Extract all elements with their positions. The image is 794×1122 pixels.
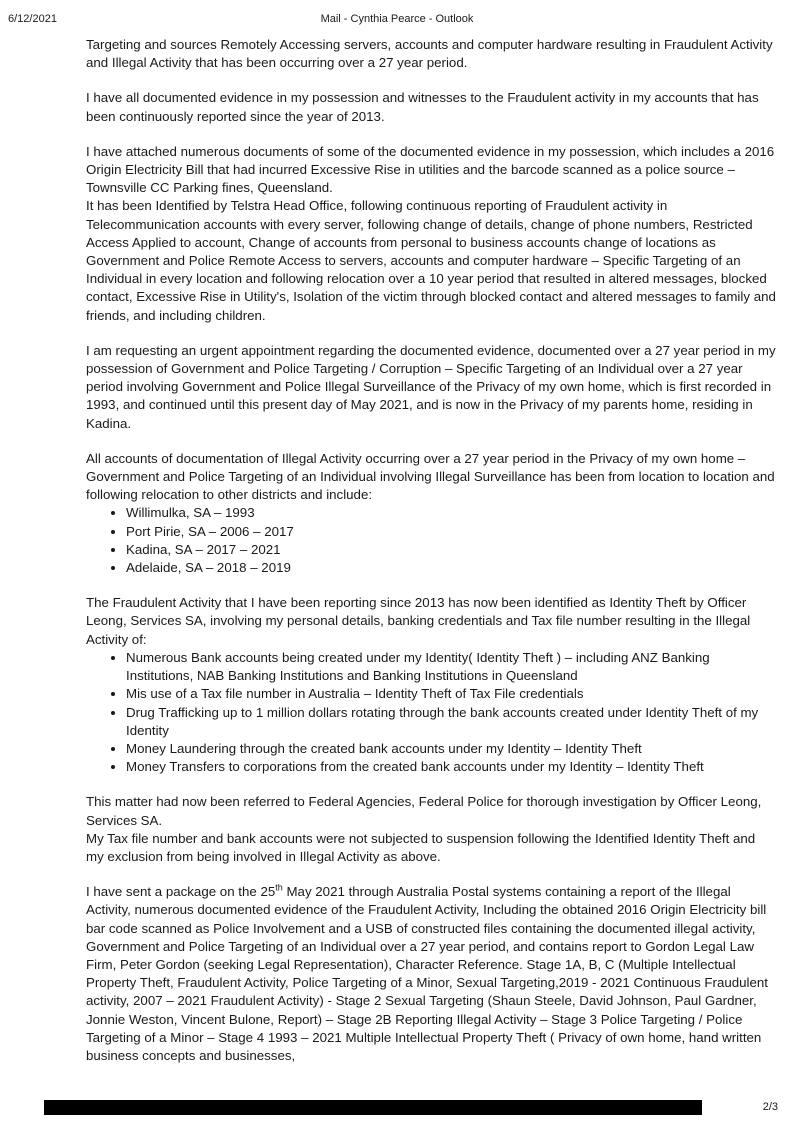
paragraph-10 [86, 883, 776, 1065]
paragraph-4: It has been Identified by Telstra Head Office, following continuous reporting of Fraudulent activity in Telecommunication accounts with every server, following change of details, change of phone numbers, Restricted Access Applied to account, Change of accounts from personal to business accounts change of locations as Government and Police Remote Access to servers, accounts and computer hardware – Specific Targeting of an Individual in every location and following relocation over a 10 year period that resulted in altered messages, blocked contact, Excessive Rise in Utility's, Isolation of the victim through blocked contact and altered messages to family and friends, and including children. [86, 198, 776, 323]
header-date: 6/12/2021 [8, 13, 57, 25]
list-item: • Willimulka, SA – 1993 [126, 504, 776, 522]
page-number: 2/3 [762, 1101, 778, 1113]
list-item: • Port Pirie, SA – 2006 – 2017 [126, 523, 776, 541]
list-item: • Mis use of a Tax file number in Australia – Identity Theft of Tax File credentials [126, 685, 776, 703]
activity-list [86, 649, 776, 776]
paragraph-9: My Tax file number and bank accounts were not subjected to suspension following the Identified Identity Theft and my exclusion from being involved in Illegal Activity as above. [86, 830, 756, 864]
location-list [86, 504, 776, 577]
paragraph-2: I have all documented evidence in my possession and witnesses to the Fraudulent activity in my accounts that has been continuously reported since the year of 2013. [86, 90, 759, 124]
paragraph-5: I am requesting an urgent appointment regarding the documented evidence, documented over a 27 year period in my possession of Government and Police Targeting / Corruption – Specific Targeting of an Individual over a 27 year period involving Government and Police Illegal Surveillance of the Privacy of my own home, which is first recorded in 1993, and continued until this present day of May 2021, and is now in the Privacy of my parents home, residing in Kadina. [86, 342, 776, 431]
paragraph-6: All accounts of documentation of Illegal Activity occurring over a 27 year period in the Privacy of my own home – Government and Police Targeting of an Individual involving Illegal Surveillance has been from location to location and following relocation to other districts and include: [86, 450, 775, 503]
list-item: • Drug Trafficking up to 1 million dollars rotating through the bank accounts created under Identity Theft of my Identity [126, 704, 776, 740]
list-item: • Money Transfers to corporations from the created bank accounts under my Identity – Identity Theft [126, 758, 776, 776]
ordinal-suffix: th [275, 882, 283, 893]
list-item: • Numerous Bank accounts being created under my Identity( Identity Theft ) – including ANZ Banking Institutions, NAB Banking Institutions and Banking Institutions in Queensland [126, 649, 776, 685]
letter-body [86, 36, 776, 1082]
paragraph-3: I have attached numerous documents of some of the documented evidence in my possession, which includes a 2016 Origin Electricity Bill that had incurred Excessive Rise in utilities and the barcode scanned as a police source – Townsville CC Parking fines, Queensland. [86, 143, 775, 196]
paragraph-8: This matter had now been referred to Federal Agencies, Federal Police for thorough investigation by Officer Leong, Services SA. [86, 794, 762, 828]
paragraph-10-start: I have sent a package on the 25 [86, 884, 276, 900]
list-item: • Adelaide, SA – 2018 – 2019 [126, 559, 776, 577]
paragraph-7: The Fraudulent Activity that I have been reporting since 2013 has now been identified as Identity Theft by Officer Leong, Services SA, involving my personal details, banking credentials and Tax file number resulting in the Illegal Activity of: [86, 595, 751, 647]
paragraph-10-rest: May 2021 through Australia Postal systems containing a report of the Illegal Activity, numerous documented evidence of the Fraudulent Activity, Including the obtained 2016 Origin Electricity bill bar code scanned as Police Involvement and a USB of constructed files containing the documented illegal activity, Government and Police Targeting of an Individual over a 27 year period, and contains report to Gordon Legal Law Firm, Peter Gordon (seeking Legal Representation), Character Reference. Stage 1A, B, C (Multiple Intellectual Property Theft, Fraudulent Activity, Police Targeting of a Minor, Sexual Targeting,2019 - 2021 Continuous Fraudulent activity, 2007 – 2021 Fraudulent Activity) - Stage 2 Sexual Targeting (Shaun Steele, David Johnson, Paul Gardner, Jonnie Weston, Vincent Bulone, Report) – Stage 2B Reporting Illegal Activity – Stage 3 Police Targeting / Police Targeting of a Minor – Stage 4 1993 – 2021 Multiple Intellectual Property Theft ( Privacy of own home, hand written business concepts and businesses, [86, 884, 768, 1063]
paragraph-1: Targeting and sources Remotely Accessing servers, accounts and computer hardware resulting in Fraudulent Activity and Illegal Activity that has been occurring over a 27 year period. [86, 37, 773, 71]
header-title: Mail - Cynthia Pearce - Outlook [320, 13, 474, 25]
redaction-bar [44, 1100, 702, 1115]
list-item: • Money Laundering through the created bank accounts under my Identity – Identity Theft [126, 740, 776, 758]
list-item: • Kadina, SA – 2017 – 2021 [126, 541, 776, 559]
